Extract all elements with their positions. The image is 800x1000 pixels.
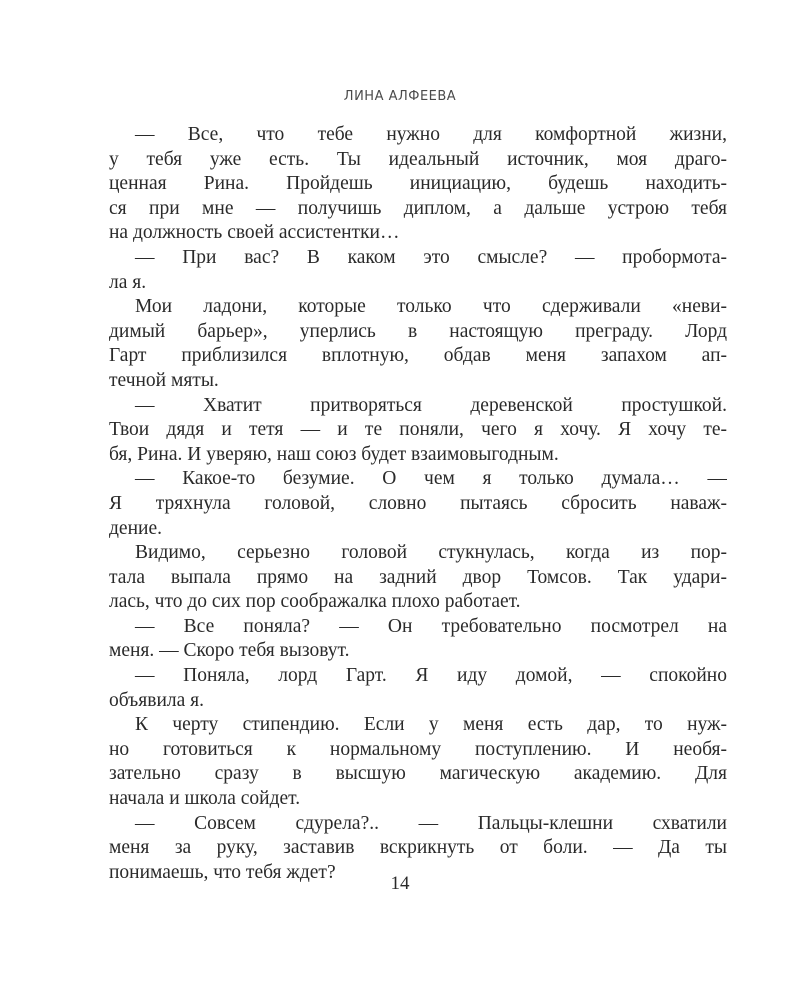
text-line: тала выпала прямо на задний двор Томсов. Так удари- (109, 566, 727, 588)
text-line: меня. — Скоро тебя вызовут. (109, 640, 350, 662)
text-line: начала и школа сойдет. (109, 788, 301, 810)
text-line: Я тряхнула головой, словно пытаясь сбросить наваж- (109, 492, 727, 514)
text-line: — Совсем сдурела?.. — Пальцы-клешни схватили (135, 812, 727, 834)
text-line: К черту стипендию. Если у меня есть дар, то нуж- (135, 714, 727, 736)
text-line: ла я. (109, 271, 147, 293)
paragraph (109, 246, 727, 295)
paragraph (109, 467, 727, 541)
paragraph (109, 295, 727, 393)
text-line: ся при мне — получишь диплом, а дальше устрою тебя (109, 197, 727, 219)
paragraph (109, 394, 727, 468)
text-line: — Хватит притворяться деревенской простушкой. (135, 394, 727, 416)
text-line: зательно сразу в высшую магическую академию. Для (109, 763, 727, 785)
text-line: течной мяты. (109, 369, 219, 391)
text-line: лась, что до сих пор соображалка плохо работает. (109, 591, 521, 613)
text-line: бя, Рина. И уверяю, наш союз будет взаимовыгодным. (109, 443, 559, 465)
paragraph (109, 123, 727, 246)
running-head-author: ЛИНА АЛФЕЕВА (343, 89, 457, 104)
text-line: — Все, что тебе нужно для комфортной жизни, (135, 124, 727, 145)
text-line: объявила я. (109, 689, 204, 711)
text-line: понимаешь, что тебя ждет? (109, 861, 336, 883)
body-text (109, 123, 727, 885)
paragraph (109, 615, 727, 664)
text-line: димый барьер», уперлись в настоящую преграду. Лорд (109, 320, 727, 342)
paragraph (109, 664, 727, 713)
page-number: 14 (390, 873, 410, 894)
text-line: дение. (109, 517, 162, 539)
paragraph (109, 541, 727, 615)
text-line: у тебя уже есть. Ты идеальный источник, моя драго- (109, 148, 727, 170)
text-line: но готовиться к нормальному поступлению. И необя- (109, 738, 727, 760)
text-line: — Поняла, лорд Гарт. Я иду домой, — спокойно (135, 665, 727, 687)
text-line: меня за руку, заставив вскрикнуть от боли. — Да ты (109, 837, 727, 859)
text-line: Видимо, серьезно головой стукнулась, когда из пор- (135, 542, 727, 564)
text-line: — При вас? В каком это смысле? — пробормота- (135, 246, 727, 268)
text-line: — Все поняла? — Он требовательно посмотрел на (135, 615, 727, 637)
text-line: ценная Рина. Пройдешь инициацию, будешь находить- (109, 173, 727, 195)
paragraph (109, 713, 727, 811)
text-line: Мои ладони, которые только что сдерживали «неви- (135, 296, 727, 318)
text-line: Гарт приблизился вплотную, обдав меня запахом ап- (109, 345, 727, 367)
text-line: на должность своей ассистентки… (109, 222, 400, 244)
text-line: — Какое-то безумие. О чем я только думала… — (135, 468, 727, 490)
text-line: Твои дядя и тетя — и те поняли, чего я хочу. Я хочу те- (109, 419, 727, 441)
